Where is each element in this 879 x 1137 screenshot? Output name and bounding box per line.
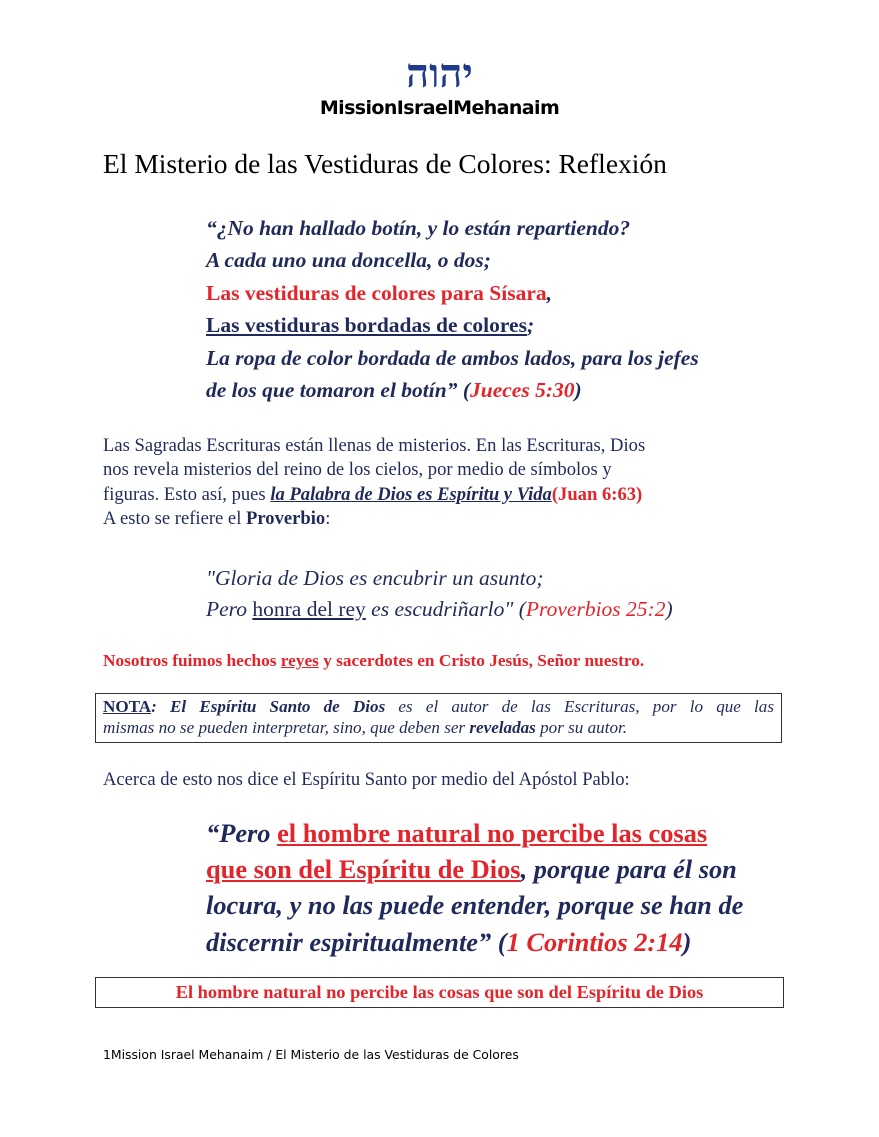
quote-highlight: el hombre natural no percibe las cosas [277, 818, 708, 848]
emphasis-text: la Palabra de Dios es Espíritu y Vida [270, 483, 552, 505]
page-title: El Misterio de las Vestiduras de Colores: Reflexión [103, 148, 667, 179]
body-paragraph [103, 434, 793, 532]
quote-text: discernir espiritualmente” [206, 926, 492, 957]
quote-punct: , [546, 280, 552, 305]
para-punct: : [325, 508, 331, 530]
quote-highlight: Las vestiduras de colores para Sísara [206, 280, 547, 305]
statement-text: Nosotros fuimos hechos [103, 651, 281, 670]
quote-jueces [206, 212, 806, 406]
nota-label: NOTA [103, 697, 152, 716]
scripture-reference: Proverbios 25:2 [525, 596, 666, 621]
callout-box: El hombre natural no percibe las cosas que son del Espíritu de Dios [95, 977, 784, 1008]
nota-box [95, 693, 782, 743]
quote-line [206, 309, 806, 341]
quote-line: La ropa de color bordada de ambos lados, para los jefes [206, 345, 699, 370]
quote-highlight: que son del Espíritu de Dios [206, 854, 521, 885]
quote-text: Pero [206, 596, 253, 621]
quote-text: de los que tomaron el botín” [206, 378, 458, 403]
quote-underlined: Las vestiduras bordadas de colores [206, 313, 527, 338]
ref-open: ( [518, 596, 526, 621]
quote-underlined: honra del rey [252, 596, 366, 621]
nota-line [103, 718, 774, 739]
emphasis-text: Proverbio [246, 508, 326, 530]
ref-open: ( [462, 378, 470, 403]
quote-line [206, 594, 806, 625]
ref-open: ( [551, 483, 559, 505]
quote-text: es escudriñarlo" [365, 596, 514, 621]
statement-underlined: reyes [280, 651, 319, 670]
nota-line [103, 697, 774, 718]
ref-close: ) [574, 378, 582, 403]
quote-line [206, 277, 806, 309]
nota-text: es el autor de las Escrituras, por lo que las [385, 697, 775, 716]
para-line [103, 507, 793, 531]
statement-text: y sacerdotes en Cristo Jesús, Señor nuestro. [318, 651, 645, 670]
quote-proverbios [206, 563, 806, 624]
intro-line: Acerca de esto nos dice el Espíritu Santo por medio del Apóstol Pablo: [103, 769, 630, 790]
para-text: A esto se refiere el [103, 508, 247, 530]
quote-line [206, 851, 806, 887]
quote-line [206, 815, 806, 851]
para-line: nos revela misterios del reino de los cielos, por medio de símbolos y [103, 459, 612, 481]
quote-punct: ; [526, 313, 535, 338]
quote-line [206, 374, 806, 406]
quote-text: , porque para él son [520, 854, 737, 885]
quote-line: locura, y no las puede entender, porque se han de [206, 890, 744, 921]
quote-text: “Pero [206, 818, 278, 848]
ref-close: ) [682, 926, 692, 957]
scripture-reference: 1 Corintios 2:14 [506, 926, 683, 957]
reyes-statement [103, 650, 803, 672]
org-name: MissionIsraelMehanaim [319, 97, 560, 119]
nota-colon: : [151, 697, 157, 716]
ref-close: ) [665, 596, 673, 621]
nota-emphasis: El Espíritu Santo de Dios [156, 697, 386, 716]
para-text: figuras. Esto así, pues [103, 483, 271, 505]
quote-line: A cada uno una doncella, o dos; [206, 248, 491, 273]
scripture-reference: Jueces 5:30 [470, 378, 575, 403]
nota-emphasis: reveladas [469, 717, 536, 737]
page-footer: 1Mission Israel Mehanaim / El Misterio de las Vestiduras de Colores [103, 1047, 519, 1062]
para-line [103, 483, 793, 507]
scripture-reference: Juan 6:63) [558, 483, 643, 505]
quote-line: “¿No han hallado botín, y lo están repartiendo? [206, 216, 631, 240]
nota-text: por su autor. [535, 717, 628, 737]
para-line: Las Sagradas Escrituras están llenas de misterios. En las Escrituras, Dios [103, 435, 646, 456]
hebrew-logo: יהוה [406, 50, 473, 97]
quote-corintios [206, 815, 806, 960]
ref-open: ( [497, 926, 507, 957]
quote-line [206, 924, 806, 960]
nota-text: mismas no se pueden interpretar, sino, que deben ser [103, 717, 470, 737]
quote-line: "Gloria de Dios es encubrir un asunto; [206, 566, 544, 590]
